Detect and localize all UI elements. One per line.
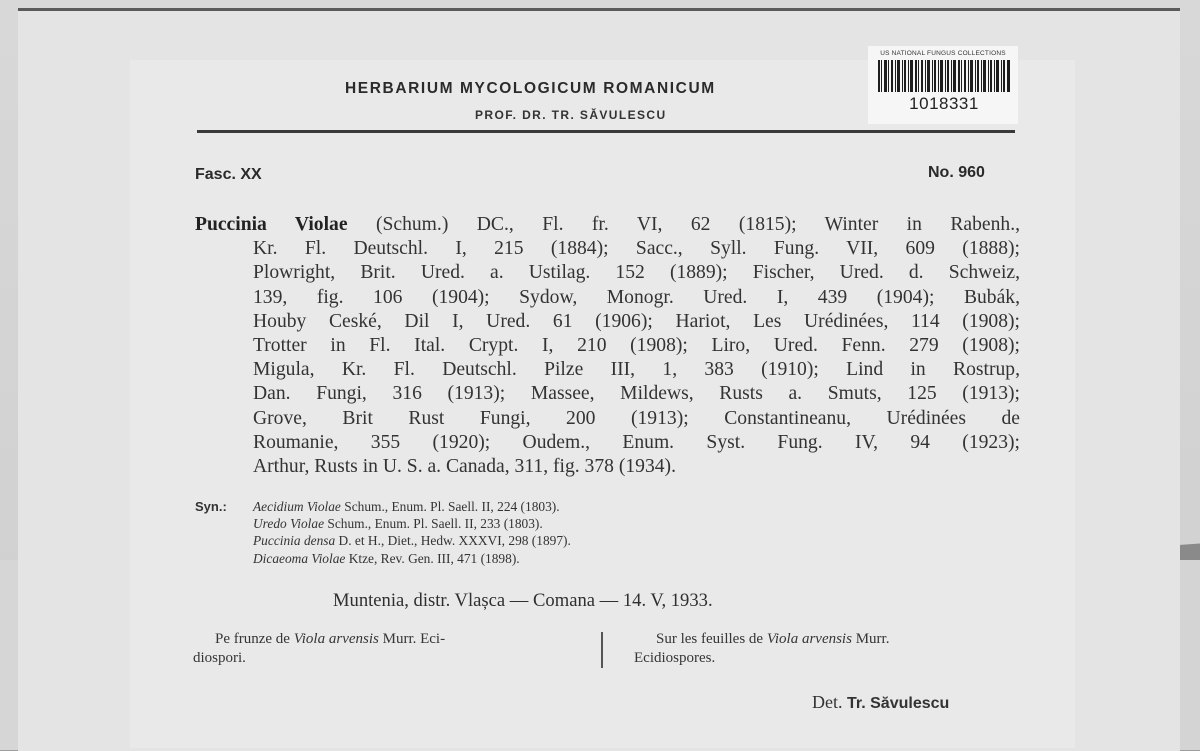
bibliography-line: Grove, Brit Rust Fungi, 200 (1913); Constantineanu, Urédinées de [253,407,1020,429]
synonym-row [195,550,895,567]
specimen-number: No. 960 [928,164,985,181]
synonym-ref: Schum., Enum. Pl. Saell. II, 233 (1803). [327,516,543,532]
bibliography-line: Puccinia Violae (Schum.) DC., Fl. fr. VI, 62 (1815); Winter in Rabenh., [195,214,1020,235]
note-divider [601,632,603,668]
fascicle-label: Fasc. XX [195,166,262,183]
barcode-bars [878,60,1010,92]
bibliography-line: Houby Ceské, Dil I, Ured. 61 (1906); Hariot, Les Urédinées, 114 (1908); [253,310,1020,332]
bibliography-line: Kr. Fl. Deutschl. I, 215 (1884); Sacc., Syll. Fung. VII, 609 (1888); [253,238,1020,260]
synonym-ref: D. et H., Diet., Hedw. XXXVI, 298 (1897). [338,533,571,549]
barcode-collection: US NATIONAL FUNGUS COLLECTIONS [880,50,1006,57]
header-rule [197,130,1015,133]
bibliography-line: Migula, Kr. Fl. Deutschl. Pilze III, 1, 383 (1910); Lind in Rostrup, [253,359,1020,381]
barcode-sticker [868,46,1018,124]
host-note-romanian: Pe frunze de Viola arvensis Murr. Eci- diospori. [193,631,446,666]
bibliography-line: Dan. Fungi, 316 (1913); Massee, Mildews, Rusts a. Smuts, 125 (1913); [253,383,1020,405]
host-note-french: Sur les feuilles de Viola arvensis Murr. Ecidiospores. [634,631,890,666]
species-name: Puccinia Violae [195,214,348,235]
synonym-ref: Schum., Enum. Pl. Saell. II, 224 (1803). [344,499,560,514]
bibliography-line: Arthur, Rusts in U. S. a. Canada, 311, fig. 378 (1934). [253,456,676,478]
synonym-row [195,498,895,515]
host-name: Viola arvensis [766,631,852,647]
bibliography-line: Plowright, Brit. Ured. a. Ustilag. 152 (1889); Fischer, Ured. d. Schweiz, [253,262,1020,284]
synonym-row [195,532,895,549]
host-name: Viola arvensis [293,631,379,647]
bibliography-line: Roumanie, 355 (1920); Oudem., Enum. Syst. Fung. IV, 94 (1923); [253,431,1020,453]
determiner-name: Tr. Săvulescu [847,695,950,712]
synonym-name: Uredo Violae [253,516,325,532]
synonym-ref: Ktze, Rev. Gen. III, 471 (1898). [348,550,520,566]
synonyms-label: Syn.: [195,499,227,514]
bibliography-line: 139, fig. 106 (1904); Sydow, Monogr. Ured. I, 439 (1904); Bubák, [253,286,1020,308]
bibliography [195,213,1020,479]
bibliography-line: Trotter in Fl. Ital. Crypt. I, 210 (1908); Liro, Ured. Fenn. 279 (1908); [253,335,1020,357]
synonym-name: Puccinia densa [253,533,336,549]
herbarium-title: HERBARIUM MYCOLOGICUM ROMANICUM [345,80,716,97]
collection-locality: Muntenia, distr. Vlașca — Comana — 14. V, 1933. [333,590,713,611]
barcode-number: 1018331 [909,94,979,113]
synonym-row [195,515,895,532]
synonyms-block [195,498,895,567]
synonym-name: Dicaeoma Violae [253,550,346,566]
determiner: Det. Tr. Săvulescu [812,692,950,712]
synonym-name: Aecidium Violae [253,499,341,514]
herbarium-subtitle: PROF. DR. TR. SĂVULESCU [475,108,667,122]
